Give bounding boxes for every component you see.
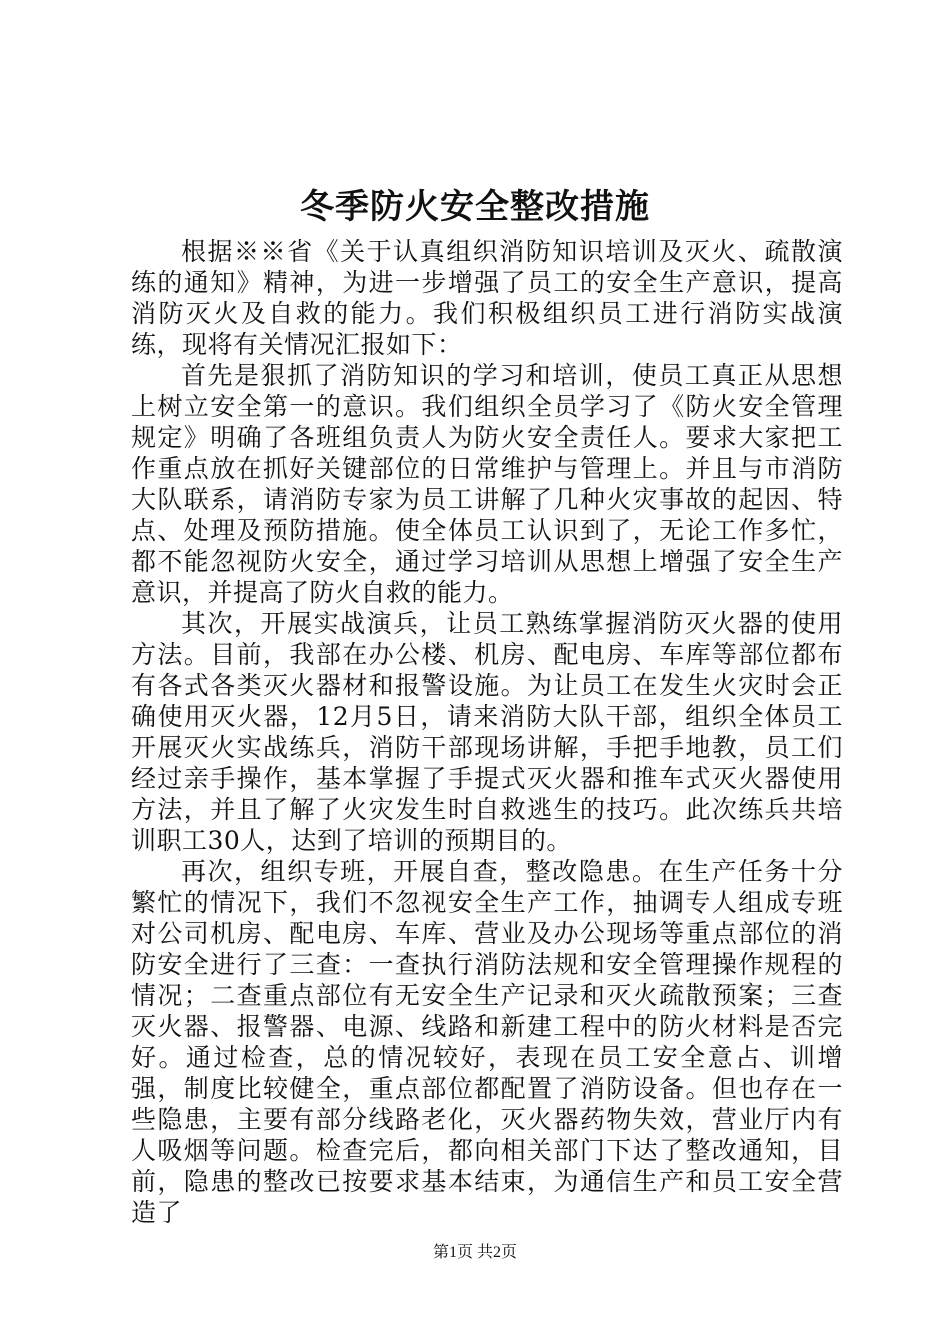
document-title: 冬季防火安全整改措施 [300,187,650,227]
paragraph-intro: 根据※※省《关于认真组织消防知识培训及灭火、疏散演练的通知》精神，为进一步增强了员工的安全生产意识，提高消防灭火及自救的能力。我们积极组织员工进行消防实战演练，现将有关情况汇报如下： [131,237,843,359]
paragraph-inspection: 再次，组织专班，开展自查，整改隐患。在生产任务十分繁忙的情况下，我们不忽视安全生产工作，抽调专人组成专班对公司机房、配电房、车库、营业及办公现场等重点部位的消防安全进行了三查：一查执行消防法规和安全管理操作规程的情况；二查重点部位有无安全生产记录和灭火疏散预案；三查灭火器、报警器、电源、线路和新建工程中的防火材料是否完好。通过检查，总的情况较好，表现在员工安全意占、训增强，制度比较健全，重点部位都配置了消防设备。但也存在一些隐患，主要有部分线路老化，灭火器药物失效，营业厅内有人吸烟等问题。检查完后，都向相关部门下达了整改通知，目前，隐患的整改已按要求基本结束，为通信生产和员工安全营造了 [131,857,843,1227]
paragraph-drill: 其次，开展实战演兵，让员工熟练掌握消防灭火器的使用方法。目前，我部在办公楼、机房、配电房、车库等部位都布有各式各类灭火器材和报警设施。为让员工在发生火灾时会正确使用灭火器，12月5日，请来消防大队干部，组织全体员工开展灭火实战练兵，消防干部现场讲解，手把手地教，员工们经过亲手操作，基本掌握了手提式灭火器和推车式灭火器使用方法，并且了解了火灾发生时自救逃生的技巧。此次练兵共培训职工30人，达到了培训的预期目的。 [131,609,843,855]
document-body [131,236,843,1228]
page-number-footer: 第1页 共2页 [432,1244,517,1261]
paragraph-training: 首先是狠抓了消防知识的学习和培训，使员工真正从思想上树立安全第一的意识。我们组织全员学习了《防火安全管理规定》明确了各班组负责人为防火安全责任人。要求大家把工作重点放在抓好关键部位的日常维护与管理上。并且与市消防大队联系，请消防专家为员工讲解了几种火灾事故的起因、特点、处理及预防措施。使全体员工认识到了，无论工作多忙，都不能忽视防火安全，通过学习培训从思想上增强了安全生产意识，并提高了防火自救的能力。 [131,361,843,607]
